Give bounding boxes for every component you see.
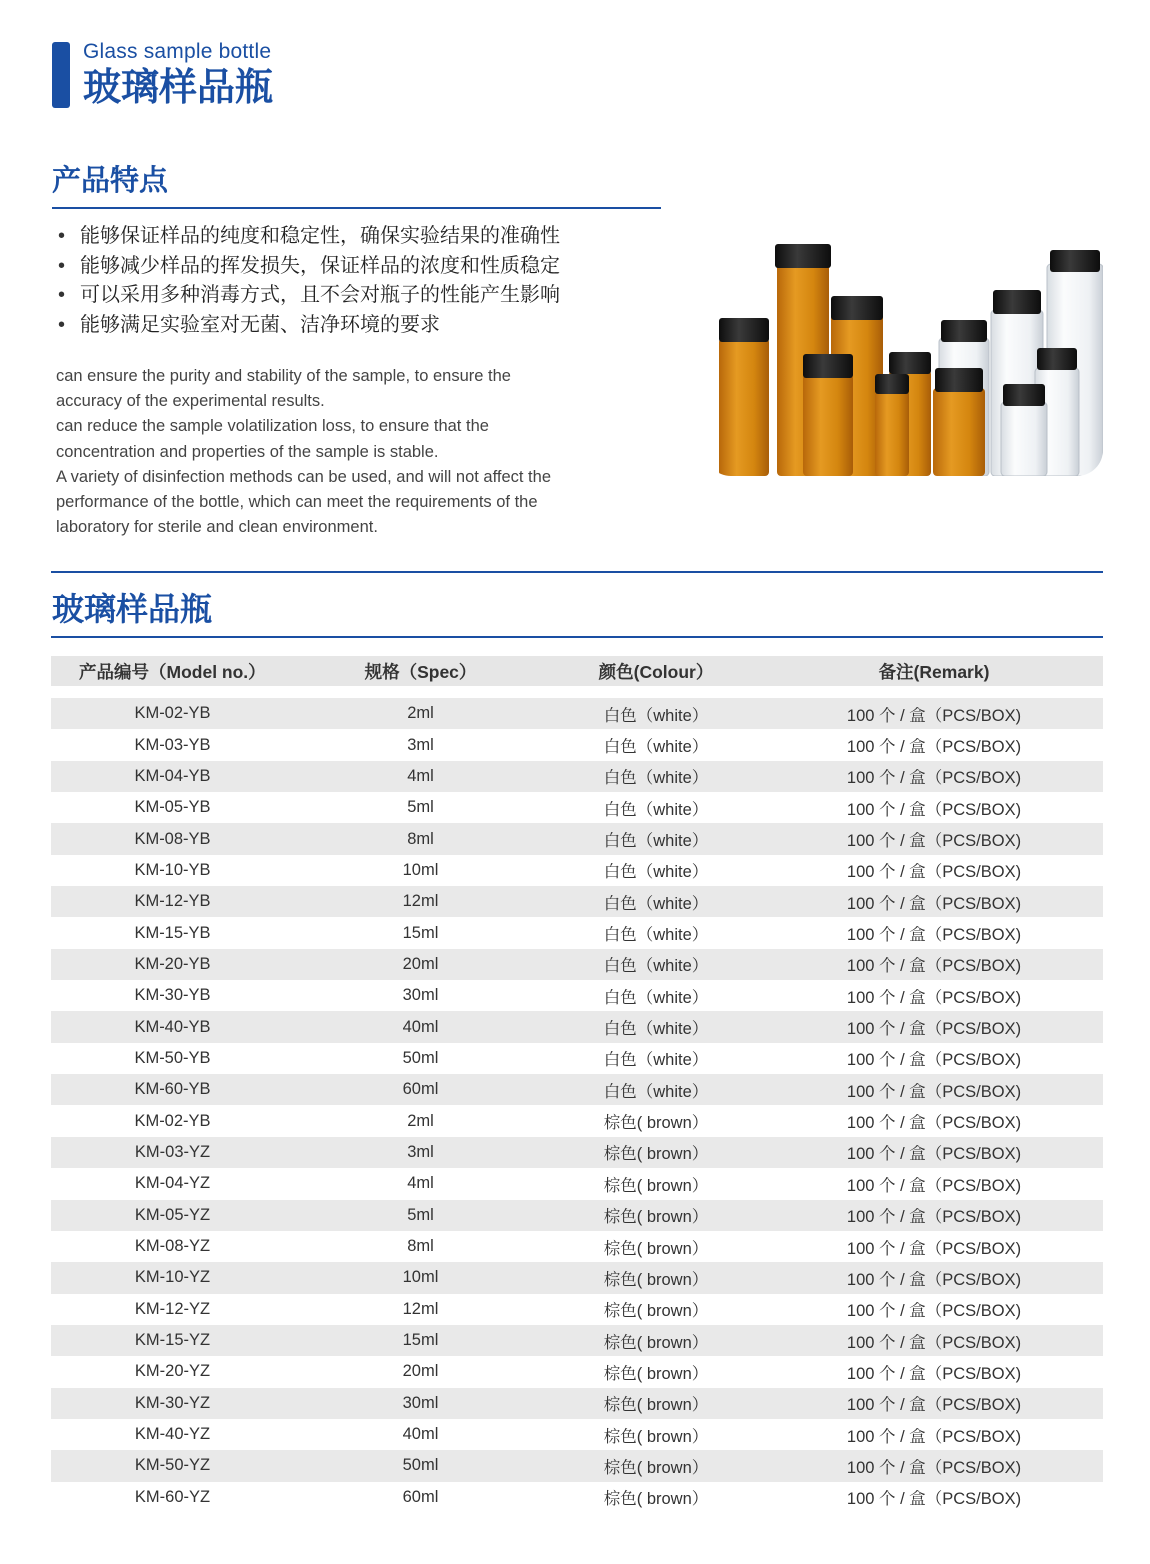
spec-cell: 30ml bbox=[294, 980, 547, 1011]
page-title-english: Glass sample bottle bbox=[83, 40, 272, 63]
table-row bbox=[51, 729, 1103, 760]
model-cell: KM-15-YB bbox=[51, 917, 294, 948]
model-cell: KM-30-YZ bbox=[51, 1388, 294, 1419]
table-row bbox=[51, 855, 1103, 886]
table-row bbox=[51, 980, 1103, 1011]
model-cell: KM-15-YZ bbox=[51, 1325, 294, 1356]
model-cell: KM-08-YZ bbox=[51, 1231, 294, 1262]
page-title-chinese: 玻璃样品瓶 bbox=[83, 67, 274, 109]
column-header-model: 产品编号（Model no.） bbox=[51, 656, 294, 686]
table-row bbox=[51, 1231, 1103, 1262]
table-row bbox=[51, 917, 1103, 948]
colour-cell: 棕色( brown） bbox=[547, 1137, 765, 1168]
table-row bbox=[51, 886, 1103, 917]
model-cell: KM-20-YB bbox=[51, 949, 294, 980]
colour-cell: 棕色( brown） bbox=[547, 1294, 765, 1325]
spec-cell: 12ml bbox=[294, 1294, 547, 1325]
model-cell: KM-50-YB bbox=[51, 1043, 294, 1074]
remark-cell: 100 个 / 盒（PCS/BOX) bbox=[765, 792, 1103, 823]
table-row bbox=[51, 1450, 1103, 1481]
table-row bbox=[51, 1262, 1103, 1293]
model-cell: KM-05-YZ bbox=[51, 1200, 294, 1231]
model-cell: KM-60-YB bbox=[51, 1074, 294, 1105]
colour-cell: 棕色( brown） bbox=[547, 1200, 765, 1231]
table-row bbox=[51, 1074, 1103, 1105]
spec-cell: 2ml bbox=[294, 1105, 547, 1136]
remark-cell: 100 个 / 盒（PCS/BOX) bbox=[765, 1294, 1103, 1325]
remark-cell: 100 个 / 盒（PCS/BOX) bbox=[765, 761, 1103, 792]
spec-cell: 15ml bbox=[294, 917, 547, 948]
remark-cell: 100 个 / 盒（PCS/BOX) bbox=[765, 1450, 1103, 1481]
remark-cell: 100 个 / 盒（PCS/BOX) bbox=[765, 823, 1103, 854]
remark-cell: 100 个 / 盒（PCS/BOX) bbox=[765, 1419, 1103, 1450]
colour-cell: 白色（white） bbox=[547, 886, 765, 917]
spec-cell: 4ml bbox=[294, 761, 547, 792]
remark-cell: 100 个 / 盒（PCS/BOX) bbox=[765, 1168, 1103, 1199]
model-cell: KM-02-YB bbox=[51, 1105, 294, 1136]
remark-cell: 100 个 / 盒（PCS/BOX) bbox=[765, 1011, 1103, 1042]
colour-cell: 白色（white） bbox=[547, 792, 765, 823]
model-cell: KM-40-YB bbox=[51, 1011, 294, 1042]
spec-cell: 4ml bbox=[294, 1168, 547, 1199]
spec-cell: 8ml bbox=[294, 1231, 547, 1262]
table-row bbox=[51, 1482, 1103, 1513]
table-row bbox=[51, 792, 1103, 823]
spec-cell: 20ml bbox=[294, 949, 547, 980]
remark-cell: 100 个 / 盒（PCS/BOX) bbox=[765, 917, 1103, 948]
colour-cell: 白色（white） bbox=[547, 1074, 765, 1105]
model-cell: KM-40-YZ bbox=[51, 1419, 294, 1450]
model-cell: KM-20-YZ bbox=[51, 1356, 294, 1387]
remark-cell: 100 个 / 盒（PCS/BOX) bbox=[765, 1356, 1103, 1387]
description-line: laboratory for sterile and clean environment. bbox=[56, 518, 378, 537]
column-header-colour: 颜色(Colour） bbox=[547, 656, 765, 686]
description-line: concentration and properties of the sample is stable. bbox=[56, 442, 439, 461]
colour-cell: 白色（white） bbox=[547, 1011, 765, 1042]
table-section-heading: 玻璃样品瓶 bbox=[52, 591, 213, 627]
remark-cell: 100 个 / 盒（PCS/BOX) bbox=[765, 1231, 1103, 1262]
table-row bbox=[51, 1356, 1103, 1387]
model-cell: KM-05-YB bbox=[51, 792, 294, 823]
table-row bbox=[51, 698, 1103, 729]
spec-cell: 2ml bbox=[294, 698, 547, 729]
table-row bbox=[51, 1388, 1103, 1419]
colour-cell: 白色（white） bbox=[547, 729, 765, 760]
remark-cell: 100 个 / 盒（PCS/BOX) bbox=[765, 1262, 1103, 1293]
model-cell: KM-03-YB bbox=[51, 729, 294, 760]
spec-cell: 20ml bbox=[294, 1356, 547, 1387]
table-row bbox=[51, 949, 1103, 980]
feature-bullet: • 能够减少样品的挥发损失，保证样品的浓度和性质稳定 bbox=[56, 252, 560, 282]
feature-bullet: • 能够保证样品的纯度和稳定性，确保实验结果的准确性 bbox=[56, 222, 560, 252]
table-row bbox=[51, 823, 1103, 854]
colour-cell: 白色（white） bbox=[547, 855, 765, 886]
table-row bbox=[51, 1168, 1103, 1199]
table-row bbox=[51, 1137, 1103, 1168]
colour-cell: 棕色( brown） bbox=[547, 1450, 765, 1481]
colour-cell: 白色（white） bbox=[547, 823, 765, 854]
amber-bottle bbox=[875, 374, 909, 476]
remark-cell: 100 个 / 盒（PCS/BOX) bbox=[765, 1325, 1103, 1356]
colour-cell: 棕色( brown） bbox=[547, 1356, 765, 1387]
table-row bbox=[51, 1200, 1103, 1231]
model-cell: KM-50-YZ bbox=[51, 1450, 294, 1481]
model-cell: KM-10-YZ bbox=[51, 1262, 294, 1293]
column-header-spec: 规格（Spec） bbox=[294, 656, 547, 686]
colour-cell: 白色（white） bbox=[547, 980, 765, 1011]
remark-cell: 100 个 / 盒（PCS/BOX) bbox=[765, 1200, 1103, 1231]
remark-cell: 100 个 / 盒（PCS/BOX) bbox=[765, 1137, 1103, 1168]
remark-cell: 100 个 / 盒（PCS/BOX) bbox=[765, 1074, 1103, 1105]
description-line: can reduce the sample volatilization loss, to ensure that the bbox=[56, 417, 489, 436]
product-photo-bottles bbox=[705, 214, 1103, 476]
model-cell: KM-04-YB bbox=[51, 761, 294, 792]
feature-bullet: • 能够满足实验室对无菌、洁净环境的要求 bbox=[56, 311, 560, 341]
model-cell: KM-12-YB bbox=[51, 886, 294, 917]
remark-cell: 100 个 / 盒（PCS/BOX) bbox=[765, 855, 1103, 886]
spec-cell: 5ml bbox=[294, 792, 547, 823]
model-cell: KM-04-YZ bbox=[51, 1168, 294, 1199]
model-cell: KM-30-YB bbox=[51, 980, 294, 1011]
colour-cell: 棕色( brown） bbox=[547, 1482, 765, 1513]
colour-cell: 棕色( brown） bbox=[547, 1168, 765, 1199]
colour-cell: 白色（white） bbox=[547, 761, 765, 792]
amber-bottle bbox=[803, 354, 853, 476]
bottles-illustration bbox=[705, 214, 1103, 476]
table-row bbox=[51, 761, 1103, 792]
remark-cell: 100 个 / 盒（PCS/BOX) bbox=[765, 980, 1103, 1011]
colour-cell: 棕色( brown） bbox=[547, 1105, 765, 1136]
model-cell: KM-08-YB bbox=[51, 823, 294, 854]
colour-cell: 棕色( brown） bbox=[547, 1325, 765, 1356]
remark-cell: 100 个 / 盒（PCS/BOX) bbox=[765, 698, 1103, 729]
model-cell: KM-02-YB bbox=[51, 698, 294, 729]
model-cell: KM-10-YB bbox=[51, 855, 294, 886]
remark-cell: 100 个 / 盒（PCS/BOX) bbox=[765, 1043, 1103, 1074]
features-heading: 产品特点 bbox=[52, 165, 169, 197]
column-header-remark: 备注(Remark) bbox=[765, 656, 1103, 686]
table-row bbox=[51, 1105, 1103, 1136]
table-section-bottom-rule bbox=[51, 636, 1103, 638]
spec-cell: 50ml bbox=[294, 1450, 547, 1481]
remark-cell: 100 个 / 盒（PCS/BOX) bbox=[765, 729, 1103, 760]
table-row bbox=[51, 1419, 1103, 1450]
feature-bullet: • 可以采用多种消毒方式，且不会对瓶子的性能产生影响 bbox=[56, 281, 560, 311]
spec-cell: 40ml bbox=[294, 1419, 547, 1450]
spec-cell: 60ml bbox=[294, 1074, 547, 1105]
spec-cell: 3ml bbox=[294, 729, 547, 760]
spec-cell: 40ml bbox=[294, 1011, 547, 1042]
spec-cell: 5ml bbox=[294, 1200, 547, 1231]
remark-cell: 100 个 / 盒（PCS/BOX) bbox=[765, 1105, 1103, 1136]
remark-cell: 100 个 / 盒（PCS/BOX) bbox=[765, 1482, 1103, 1513]
table-row bbox=[51, 1043, 1103, 1074]
model-cell: KM-12-YZ bbox=[51, 1294, 294, 1325]
model-cell: KM-60-YZ bbox=[51, 1482, 294, 1513]
description-line: can ensure the purity and stability of the sample, to ensure the bbox=[56, 367, 511, 385]
table-row bbox=[51, 1294, 1103, 1325]
colour-cell: 白色（white） bbox=[547, 917, 765, 948]
spec-cell: 12ml bbox=[294, 886, 547, 917]
colour-cell: 棕色( brown） bbox=[547, 1419, 765, 1450]
spec-cell: 50ml bbox=[294, 1043, 547, 1074]
colour-cell: 白色（white） bbox=[547, 698, 765, 729]
model-cell: KM-03-YZ bbox=[51, 1137, 294, 1168]
spec-cell: 10ml bbox=[294, 1262, 547, 1293]
feature-bullet-list bbox=[56, 222, 560, 340]
spec-cell: 8ml bbox=[294, 823, 547, 854]
remark-cell: 100 个 / 盒（PCS/BOX) bbox=[765, 949, 1103, 980]
spec-cell: 10ml bbox=[294, 855, 547, 886]
amber-bottle bbox=[719, 318, 769, 476]
spec-cell: 3ml bbox=[294, 1137, 547, 1168]
description-line: performance of the bottle, which can meet the requirements of the bbox=[56, 493, 538, 512]
colour-cell: 白色（white） bbox=[547, 949, 765, 980]
amber-bottle bbox=[933, 368, 985, 476]
remark-cell: 100 个 / 盒（PCS/BOX) bbox=[765, 886, 1103, 917]
spec-cell: 60ml bbox=[294, 1482, 547, 1513]
colour-cell: 白色（white） bbox=[547, 1043, 765, 1074]
clear-bottle bbox=[1001, 384, 1047, 476]
features-divider bbox=[52, 207, 661, 209]
colour-cell: 棕色( brown） bbox=[547, 1231, 765, 1262]
description-line: A variety of disinfection methods can be used, and will not affect the bbox=[56, 467, 551, 486]
colour-cell: 棕色( brown） bbox=[547, 1388, 765, 1419]
english-description bbox=[56, 364, 636, 540]
table-header-spacer bbox=[51, 686, 1103, 698]
title-accent-bar bbox=[52, 42, 70, 108]
colour-cell: 棕色( brown） bbox=[547, 1262, 765, 1293]
remark-cell: 100 个 / 盒（PCS/BOX) bbox=[765, 1388, 1103, 1419]
table-header-row bbox=[51, 656, 1103, 686]
table-row bbox=[51, 1325, 1103, 1356]
spec-table bbox=[51, 656, 1103, 1513]
spec-cell: 30ml bbox=[294, 1388, 547, 1419]
table-row bbox=[51, 1011, 1103, 1042]
table-section-top-rule bbox=[51, 571, 1103, 573]
spec-cell: 15ml bbox=[294, 1325, 547, 1356]
description-line: accuracy of the experimental results. bbox=[56, 392, 325, 411]
